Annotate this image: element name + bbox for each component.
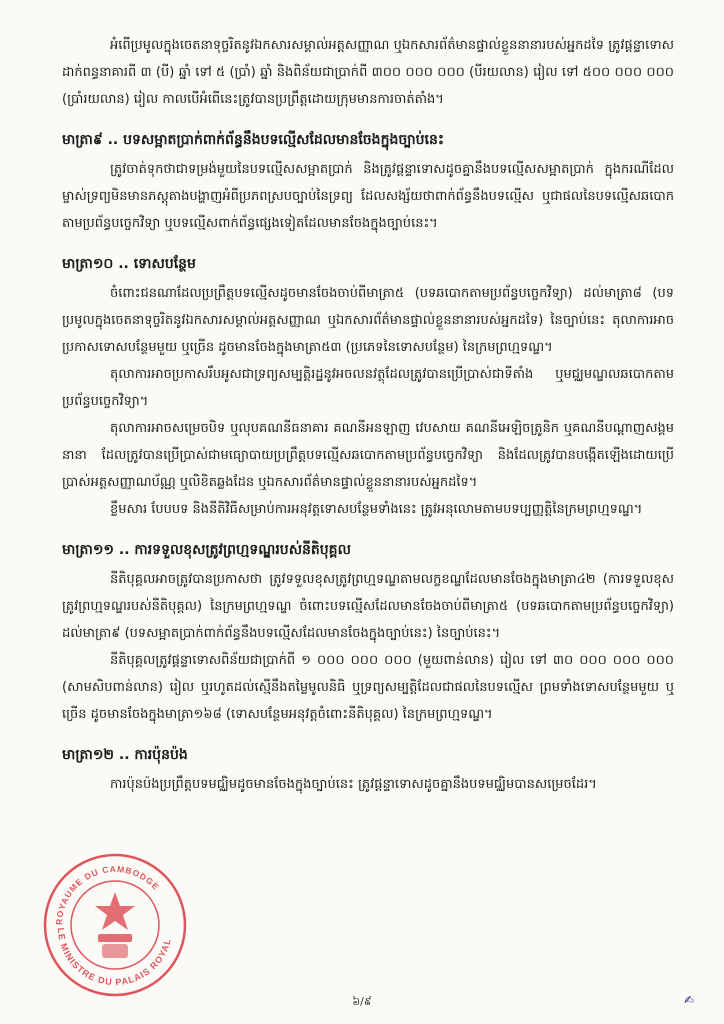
article11-paragraph-1: នីតិបុគ្គលអាចត្រូវបានប្រកាសថា ត្រូវទទួលខុសត្រូវព្រហ្មទណ្ឌតាមលក្ខខណ្ឌដែលមានចែងក្នុងមាត្រា៤២ (ការទទួលខុសត្រូវព្រហ្មទណ្ឌរបស់នីតិបុគ្គល) នៃក្រមព្រហ្មទណ្ឌ ចំពោះបទល្មើសដែលមានចែងចាប់ពីមាត្រា៥ (បទឆបោកតាមប្រព័ន្ធបច្ចេកវិទ្យា) ដល់មាត្រា៩ (បទសម្អាតប្រាក់ពាក់ព័ន្ធនឹងបទល្មើសដែលមានចែងក្នុងច្បាប់នេះ) នៃច្បាប់នេះ។ <box>62 572 674 641</box>
seal-text-top: ROYAUME DU CAMBODGE <box>53 863 162 926</box>
article11-heading: មាត្រា១១ .. ការទទួលខុសត្រូវព្រហ្មទណ្ឌរបស់នីតិបុគ្គល <box>62 542 351 558</box>
page-number: ៦/៩ <box>352 995 372 1008</box>
seal-outer-ring <box>45 855 185 995</box>
article11-paragraph-2: នីតិបុគ្គលត្រូវផ្តន្ទាទោសពិន័យជាប្រាក់ពី ១ ០០០ ០០០ ០០០ (មួយពាន់លាន) រៀល ទៅ ៣០ ០០០ ០០០ ០០០ (សាមសិបពាន់លាន) រៀល ឬរហូតដល់ស្មើនឹងតម្លៃមូលនិធិ ឬទ្រព្យសម្បត្តិដែលជាផលនៃបទល្មើស ព្រមទាំងទោសបន្ថែមមួយ ឬច្រើន ដូចមានចែងក្នុងមាត្រា១៦៨ (ទោសបន្ថែមអនុវត្តចំពោះនីតិបុគ្គល) នៃក្រមព្រហ្មទណ្ឌ។ <box>62 653 674 722</box>
article9-heading: មាត្រា៩ .. បទសម្អាតប្រាក់ពាក់ព័ន្ធនឹងបទល្មើសដែលមានចែងក្នុងច្បាប់នេះ <box>62 132 445 148</box>
royal-seal-stamp <box>40 850 190 1000</box>
article9-paragraph: ត្រូវចាត់ទុកថាជាទម្រង់មួយនៃបទល្មើសសម្អាតប្រាក់ និងត្រូវផ្តន្ទាទោសដូចគ្នានឹងបទល្មើសសម្អាតប្រាក់ ក្នុងករណីដែលម្ចាស់ទ្រព្យមិនមានភស្តុតាងបង្ហាញអំពីប្រភពស្របច្បាប់នៃទ្រព្យ ដែលសង្ស័យថាពាក់ព័ន្ធនឹងបទល្មើស ឬជាផលនៃបទល្មើសឆបោកតាមប្រព័ន្ធបច្ចេកវិទ្យា ឬបទល្មើសពាក់ព័ន្ធផ្សេងទៀតដែលមានចែងក្នុងច្បាប់នេះ។ <box>62 162 674 231</box>
article10-paragraph-4: ខ្លឹមសារ បែបបទ និងនីតិវិធីសម្រាប់ការអនុវត្តទោសបន្ថែមទាំងនេះ ត្រូវអនុលោមតាមបទប្បញ្ញត្តិនៃក្រមព្រហ្មទណ្ឌ។ <box>110 502 643 517</box>
article10-paragraph-1: ចំពោះជនណាដែលប្រព្រឹត្តបទល្មើសដូចមានចែងចាប់ពីមាត្រា៥ (បទឆបោកតាមប្រព័ន្ធបច្ចេកវិទ្យា) ដល់មាត្រា៨ (បទប្រមូលក្នុងចេតនាទុច្ចរិតនូវឯកសារសម្គាល់អត្តសញ្ញាណ ឬឯកសារព័ត៌មានផ្ទាល់ខ្លួននានារបស់អ្នកដទៃ) នៃច្បាប់នេះ តុលាការអាចប្រកាសទោសបន្ថែមមួយ ឬច្រើន ដូចមានចែងក្នុងមាត្រា៥៣ (ប្រភេទនៃទោសបន្ថែម) នៃក្រមព្រហ្មទណ្ឌ។ <box>62 286 674 355</box>
seal-inner-ring <box>71 881 159 969</box>
article10-paragraph-2: តុលាការអាចប្រកាសរឹបអូសជាទ្រព្យសម្បត្តិរដ្ឋនូវអចលនវត្ថុដែលត្រូវបានប្រើប្រាស់ជាទីតាំង ឬមជ្ឈមណ្ឌលឆបោកតាមប្រព័ន្ធបច្ចេកវិទ្យា។ <box>62 367 674 409</box>
article12-paragraph: ការប៉ុនប៉ងប្រព្រឹត្តបទមជ្ឈិមដូចមានចែងក្នុងច្បាប់នេះ ត្រូវផ្តន្ទាទោសដូចគ្នានឹងបទមជ្ឈិមបានសម្រេចដែរ។ <box>110 777 597 792</box>
document-body <box>62 32 674 798</box>
article10-heading: មាត្រា១០ .. ទោសបន្ថែម <box>62 256 196 272</box>
article10-paragraph-3: តុលាការអាចសម្រេចបិទ ឬលុបគណនីធនាគារ គណនីអនឡាញ វេបសាយ គណនីអេឡិចត្រូនិក ឬគណនីបណ្តាញសង្គមនានា ដែលត្រូវបានប្រើប្រាស់ជាមធ្យោបាយប្រព្រឹត្តបទល្មើសឆបោកតាមប្រព័ន្ធបច្ចេកវិទ្យា និងដែលត្រូវបានបង្កើតឡើងដោយប្រើប្រាស់អត្តសញ្ញាណប័ណ្ណ ឬលិខិតឆ្លងដែន ឬឯកសារព័ត៌មានផ្ទាល់ខ្លួននានារបស់អ្នកដទៃ។ <box>62 421 674 490</box>
handwritten-initials: ✍ <box>683 993 694 1007</box>
article12-heading: មាត្រា១២ .. ការប៉ុនប៉ង <box>62 747 188 763</box>
article8-paragraph: អំពើប្រមូលក្នុងចេតនាទុច្ចរិតនូវឯកសារសម្គាល់អត្តសញ្ញាណ ឬឯកសារព័ត៌មានផ្ទាល់ខ្លួននានារបស់អ្នកដទៃ ត្រូវផ្តន្ទាទោសដាក់ពន្ធនាគារពី ៣ (បី) ឆ្នាំ ទៅ ៥ (ប្រាំ) ឆ្នាំ និងពិន័យជាប្រាក់ពី ៣០០ ០០០ ០០០ (បីរយលាន) រៀល ទៅ ៥០០ ០០០ ០០០ (ប្រាំរយលាន) រៀល កាលបើអំពើនេះត្រូវបានប្រព្រឹត្តដោយក្រុមមានការចាត់តាំង។ <box>62 38 674 107</box>
seal-text-bottom: LE MINISTRE DU PALAIS ROYAL <box>55 927 173 988</box>
crown-emblem-icon <box>95 892 135 958</box>
